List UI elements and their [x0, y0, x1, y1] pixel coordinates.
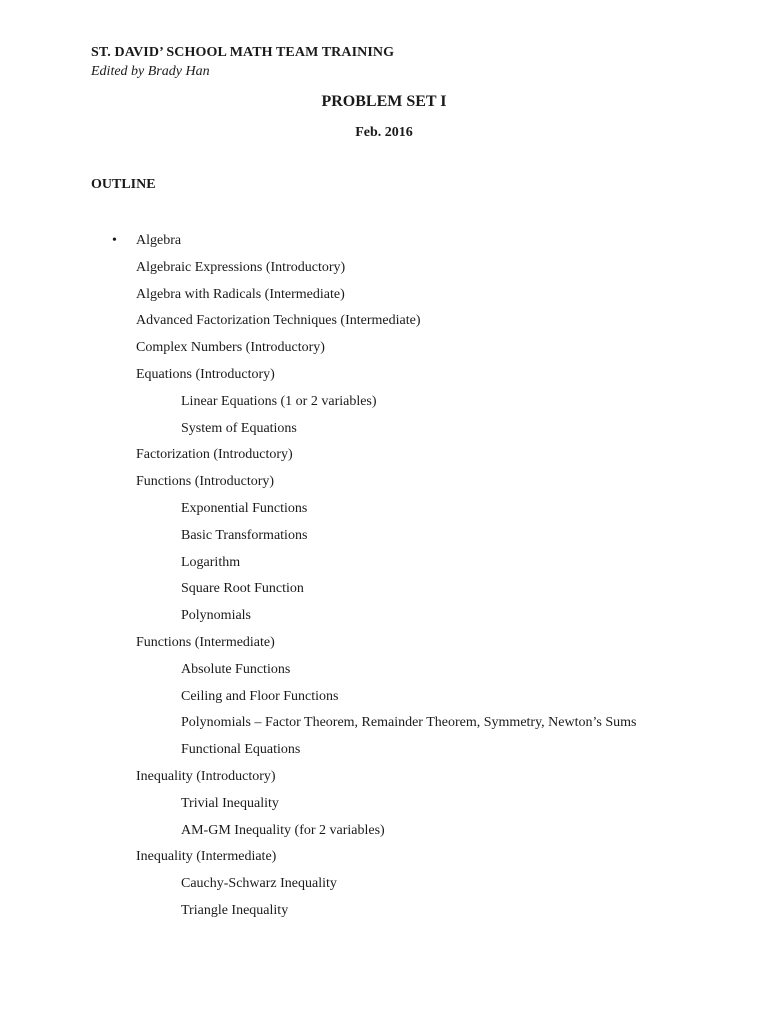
outline-subtopic	[0, 712, 768, 739]
outline-item-text: System of Equations	[181, 420, 297, 436]
outline-section	[0, 230, 768, 257]
outline-subtopic	[0, 605, 768, 632]
outline-item-text: Algebra	[136, 233, 182, 248]
outline-item-text: Absolute Functions	[181, 661, 291, 677]
outline-item-text: Polynomials – Factor Theorem, Remainder Theorem, Symmetry, Newton’s Sums	[181, 715, 637, 731]
outline-subtopic	[0, 686, 768, 713]
outline-item-text: Cauchy-Schwarz Inequality	[181, 876, 337, 892]
outline-subtopic	[0, 659, 768, 686]
editor-credit: Edited by Brady Han	[91, 64, 210, 79]
outline-heading: OUTLINE	[91, 177, 156, 192]
outline-topic	[0, 846, 768, 873]
outline-item-text: Algebraic Expressions (Introductory)	[136, 259, 346, 275]
outline-item-text: Logarithm	[181, 554, 241, 570]
outline-item-text: Ceiling and Floor Functions	[181, 688, 339, 704]
outline-topic	[0, 257, 768, 284]
outline-item-text: Triangle Inequality	[181, 902, 289, 918]
outline-topic	[0, 310, 768, 337]
outline-subtopic	[0, 418, 768, 445]
document-date: Feb. 2016	[355, 125, 413, 140]
outline-subtopic	[0, 739, 768, 766]
outline-item-text: Algebra with Radicals (Intermediate)	[136, 286, 345, 302]
outline-item-text: Functions (Introductory)	[136, 474, 275, 490]
outline-subtopic	[0, 552, 768, 579]
outline-topic	[0, 766, 768, 793]
outline-subtopic	[0, 900, 768, 927]
outline-topic	[0, 444, 768, 471]
outline-item-text: Advanced Factorization Techniques (Intermediate)	[136, 313, 421, 329]
school-title: ST. DAVID’ SCHOOL MATH TEAM TRAINING	[91, 45, 395, 60]
outline-subtopic	[0, 391, 768, 418]
outline-list	[0, 230, 768, 927]
outline-topic	[0, 364, 768, 391]
outline-item-text: Factorization (Introductory)	[136, 447, 293, 463]
outline-topic	[0, 284, 768, 311]
outline-topic	[0, 471, 768, 498]
outline-item-text: Functional Equations	[181, 742, 301, 758]
outline-item-text: AM-GM Inequality (for 2 variables)	[181, 822, 385, 838]
outline-item-text: Basic Transformations	[181, 527, 308, 543]
outline-item-text: Square Root Function	[181, 581, 304, 597]
outline-topic	[0, 337, 768, 364]
outline-item-text: Inequality (Intermediate)	[136, 849, 277, 865]
outline-topic	[0, 632, 768, 659]
outline-subtopic	[0, 793, 768, 820]
outline-item-text: Exponential Functions	[181, 500, 308, 516]
outline-item-text: Functions (Intermediate)	[136, 634, 275, 650]
outline-subtopic	[0, 525, 768, 552]
outline-item-text: Complex Numbers (Introductory)	[136, 340, 325, 356]
bullet-icon: •	[112, 233, 117, 248]
outline-subtopic	[0, 873, 768, 900]
outline-item-text: Polynomials	[181, 608, 252, 624]
outline-item-text: Linear Equations (1 or 2 variables)	[181, 393, 377, 409]
outline-subtopic	[0, 498, 768, 525]
outline-item-text: Trivial Inequality	[181, 795, 279, 811]
problem-set-title: PROBLEM SET I	[321, 93, 447, 110]
outline-item-text: Equations (Introductory)	[136, 366, 275, 382]
outline-subtopic	[0, 578, 768, 605]
outline-subtopic	[0, 820, 768, 847]
outline-item-text: Inequality (Introductory)	[136, 768, 276, 784]
